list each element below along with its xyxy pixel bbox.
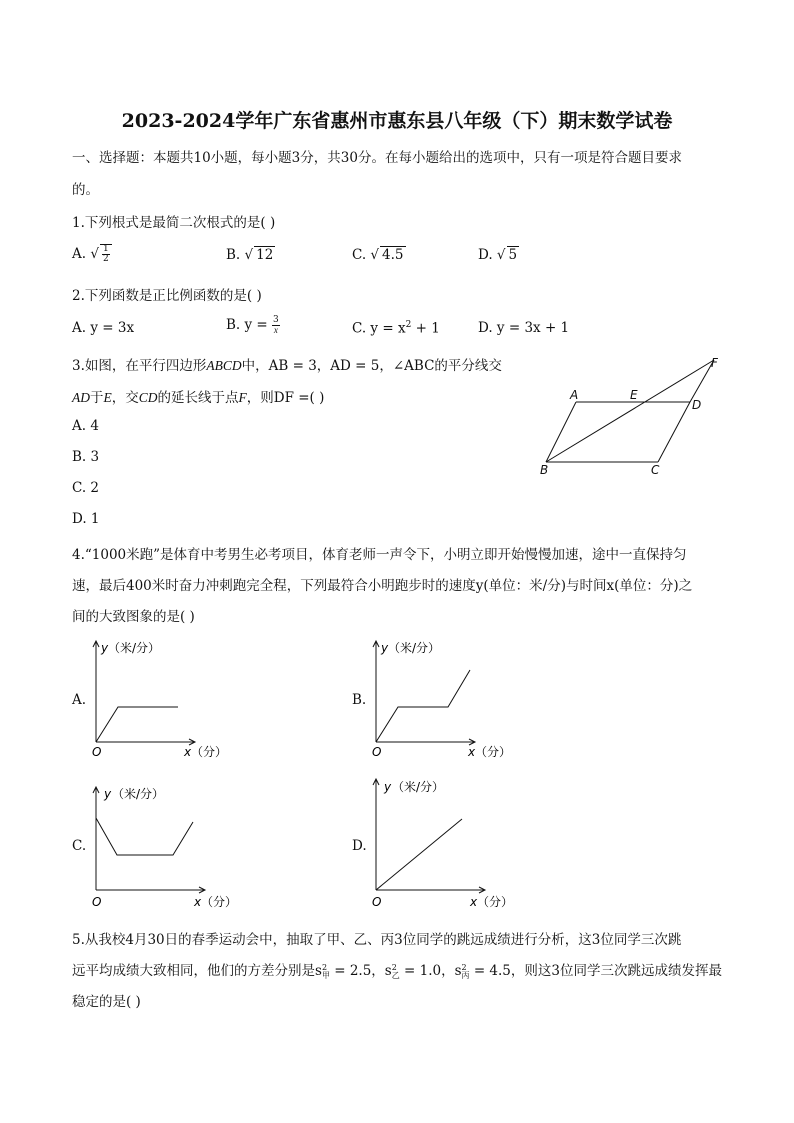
q3-text: 中，AB = 3，AD = 5，∠ABC的平分线交 [241, 358, 502, 374]
graph-d-y-var: y [384, 780, 392, 794]
q4-graph-a [86, 636, 228, 764]
q3-var: F [238, 390, 247, 405]
q4-graph-c [86, 776, 246, 916]
graph-b-x-var: x [468, 745, 476, 759]
q1-b-radicand: 12 [256, 247, 274, 263]
q3-stem-line2 [72, 386, 324, 406]
graph-a-y-unit: （米/分） [108, 641, 161, 655]
q4-stem-line1: 4.“1000米跑”是体育中考男生必考项目，体育老师一声令下，小明立即开始慢慢加速，途中一直保持匀 [72, 547, 687, 563]
q1-option-c: C. √ 4.5 [352, 247, 404, 263]
q1-c-radicand: 4.5 [382, 247, 404, 263]
graph-b-y-unit: （米/分） [388, 641, 441, 655]
q1-option-d: D. √ 5 [478, 247, 518, 263]
q1-a-den: 2 [102, 254, 109, 264]
q2-option-c-label: C. y = x [352, 320, 406, 337]
fig-label-d: D [692, 398, 702, 412]
q2-c-rest: + 1 [411, 320, 440, 337]
q3-option-c: C. 2 [72, 480, 100, 496]
q3-option-b: B. 3 [72, 449, 100, 465]
q3-option-a: A. 4 [72, 418, 99, 434]
q1-stem: 1.下列根式是最简二次根式的是( ) [72, 215, 276, 231]
q4-option-a-label: A. [72, 692, 87, 708]
graph-b-y-var: y [381, 641, 389, 655]
q5-stem-line3: 稳定的是( ) [72, 994, 141, 1010]
q1-d-radicand: 5 [508, 247, 518, 263]
q5-stem-line1: 5.从我校4月30日的春季运动会中，抽取了甲、乙、丙3位同学的跳远成绩进行分析，这3位同学三次跳 [72, 932, 682, 948]
graph-c-origin: O [92, 895, 102, 909]
graph-a-y-var: y [101, 641, 109, 655]
q4-option-b-label: B. [352, 692, 367, 708]
q3-text: ，则DF =( ) [246, 390, 325, 406]
fig-label-c: C [651, 463, 660, 477]
q3-var: CD [138, 390, 158, 405]
q5-text: = 1.0，s [399, 963, 462, 979]
q3-text: ，交 [111, 390, 139, 406]
q2-option-c [352, 320, 440, 337]
q5-stem-line2 [72, 959, 722, 980]
graph-d-x-unit: （分） [477, 895, 514, 909]
q5-sub-bing: 丙 [461, 970, 470, 980]
fig-label-f: F [711, 356, 718, 370]
q3-option-d: D. 1 [72, 511, 100, 527]
q5-text: = 2.5，s [329, 963, 392, 979]
q2-option-b [226, 316, 280, 335]
graph-c-x-var: x [194, 895, 202, 909]
q2-stem: 2.下列函数是正比例函数的是( ) [72, 288, 262, 304]
q2-option-a: A. y = 3x [72, 320, 135, 336]
q3-text: 3.如图，在平行四边形 [72, 358, 207, 374]
q4-option-d-label: D. [352, 838, 367, 854]
graph-d-y-unit: （米/分） [392, 780, 445, 794]
fig-label-a: A [570, 388, 579, 402]
graph-d-x-var: x [470, 895, 478, 909]
q2-option-d: D. y = 3x + 1 [478, 320, 570, 336]
q3-text: 于 [90, 390, 104, 406]
q5-text: = 4.5，则这3位同学三次跳远成绩发挥最 [469, 963, 722, 979]
graph-d-origin: O [372, 895, 382, 909]
page-title: 2023-2024学年广东省惠州市惠东县八年级（下）期末数学试卷 [121, 110, 673, 132]
q2-b-num: 3 [273, 315, 279, 325]
fig-label-e: E [630, 388, 638, 402]
q1-option-b: B. √ 12 [226, 247, 274, 263]
q3-stem-line1 [72, 354, 502, 374]
graph-a-x-unit: （分） [191, 745, 228, 759]
fig-label-b: B [540, 463, 549, 477]
q3-var: AD [72, 390, 90, 405]
section-heading: 一、选择题：本题共10小题，每小题3分，共30分。在每小题给出的选项中，只有一项是符合题目要求 [72, 150, 682, 166]
q3-var: E [103, 390, 112, 405]
q5-text: 远平均成绩大致相同，他们的方差分别是s [72, 963, 322, 979]
graph-a-x-var: x [184, 745, 192, 759]
q4-option-c-label: C. [72, 838, 87, 854]
q4-graph-b [366, 636, 526, 764]
parallelogram-figure [530, 350, 730, 480]
graph-b-origin: O [372, 745, 382, 759]
graph-c-y-unit: （米/分） [112, 787, 165, 801]
q4-stem-line3: 间的大致图象的是( ) [72, 609, 195, 625]
q5-sup: 2 [391, 962, 397, 972]
graph-c-x-unit: （分） [201, 895, 238, 909]
q1-option-d-label: D. [478, 247, 493, 263]
q1-option-a: A. √ $\frac{1}{2}$ [72, 244, 112, 264]
q2-b-den: x [273, 325, 278, 335]
q1-option-c-label: C. [352, 247, 367, 263]
q5-sub-yi: 乙 [391, 970, 400, 980]
q3-text: 的延长线于点 [157, 390, 239, 406]
q2-option-b-label: B. y = [226, 317, 268, 333]
graph-a-origin: O [92, 745, 102, 759]
graph-c-y-var: y [104, 787, 112, 801]
q4-stem-line2: 速，最后400米时奋力冲刺跑完全程，下列最符合小明跑步时的速度y(单位：米/分)与时间x(单位：分)之 [72, 578, 693, 594]
q2-c-exponent: 2 [405, 320, 412, 330]
q1-a-num: 1 [102, 244, 109, 254]
q5-sup: 2 [461, 962, 467, 972]
q5-sup: 2 [321, 962, 328, 972]
q4-graph-d [366, 776, 526, 916]
q1-option-b-label: B. [226, 247, 241, 263]
q5-sub-jia: 甲 [321, 970, 330, 980]
section-heading-cont: 的。 [72, 182, 99, 198]
graph-b-x-unit: （分） [475, 745, 512, 759]
q1-option-a-label: A. [72, 246, 87, 262]
q3-var: ABCD [206, 358, 242, 373]
